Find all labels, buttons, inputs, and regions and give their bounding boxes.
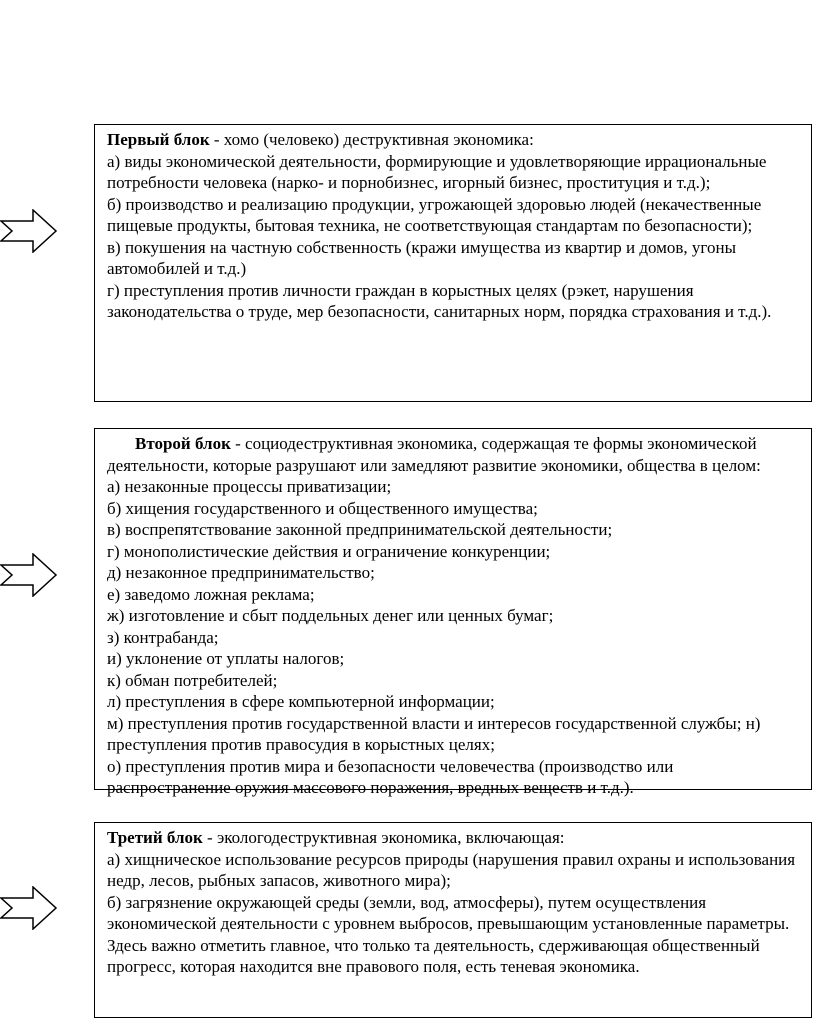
list-item: в) покушения на частную собственность (кражи имущества из квартир и домов, угоны автомобилей и т.д.) (107, 237, 736, 278)
block-third (94, 822, 812, 1018)
arrow-right-icon (0, 886, 58, 930)
block-heading (107, 433, 799, 476)
block-heading (107, 129, 799, 151)
list-item: а) хищническое использование ресурсов природы (нарушения правил охраны и использования недр, лесов, рыбных запасов, животного мира); (107, 849, 796, 890)
block-first (94, 124, 812, 402)
block-title: Второй блок (135, 434, 231, 453)
list-item: м) преступления против государственной власти и интересов государственной службы; н) преступления против правосудия в корыстных целях; (107, 713, 761, 754)
list-item: б) загрязнение окружающей среды (земли, вод, атмосферы), путем осуществления экономической деятельности с уровнем выбросов, превышающим установленные параметры. Здесь важно отметить главное, что только та деятельность, сдерживающая общественный прогресс, которая находится вне правового поля, есть теневая экономика. (107, 892, 790, 976)
list-item: з) контрабанда; (107, 627, 219, 647)
list-item: в) воспрепятствование законной предпринимательской деятельности; (107, 520, 613, 539)
list-item: о) преступления против мира и безопасности человечества (производство или распространение оружия массового поражения, вредных веществ и т.д.). (107, 756, 674, 797)
list-item: и) уклонение от уплаты налогов; (107, 649, 345, 668)
block-intro: - хомо (человеко) деструктивная экономика: (209, 130, 534, 149)
arrow-right-icon (0, 209, 58, 253)
list-item: к) обман потребителей; (107, 670, 278, 690)
block-intro: - экологодеструктивная экономика, включающая: (202, 828, 565, 847)
list-item: ж) изготовление и сбыт поддельных денег или ценных бумаг; (107, 606, 554, 625)
list-item: г) монополистические действия и ограничение конкуренции; (107, 541, 551, 561)
list-item: б) хищения государственного и общественного имущества; (107, 498, 538, 518)
block-title: Первый блок (107, 130, 210, 149)
block-title: Третий блок (107, 828, 203, 847)
list-item: а) незаконные процессы приватизации; (107, 477, 392, 496)
block-heading (107, 827, 799, 849)
block-second (94, 428, 812, 797)
list-item: л) преступления в сфере компьютерной информации; (107, 692, 495, 711)
list-item: е) заведомо ложная реклама; (107, 584, 315, 604)
list-item: а) виды экономической деятельности, формирующие и удовлетворяющие иррациональные потребности человека (нарко- и порнобизнес, игорный бизнес, проституция и т.д.); (107, 151, 767, 192)
block-intro: - социодеструктивная экономика, содержащая те формы экономической деятельности, которые разрушают или замедляют развитие экономики, общества в целом: (107, 434, 761, 475)
list-item: б) производство и реализацию продукции, угрожающей здоровью людей (некачественные пищевые продукты, бытовая техника, не соответствующая стандартам по безопасности); (107, 194, 762, 235)
list-item: д) незаконное предпринимательство; (107, 563, 375, 582)
list-item: г) преступления против личности граждан в корыстных целях (рэкет, нарушения законодательства о труде, мер безопасности, санитарных норм, порядка страхования и т.д.). (107, 280, 772, 321)
arrow-right-icon (0, 553, 58, 597)
